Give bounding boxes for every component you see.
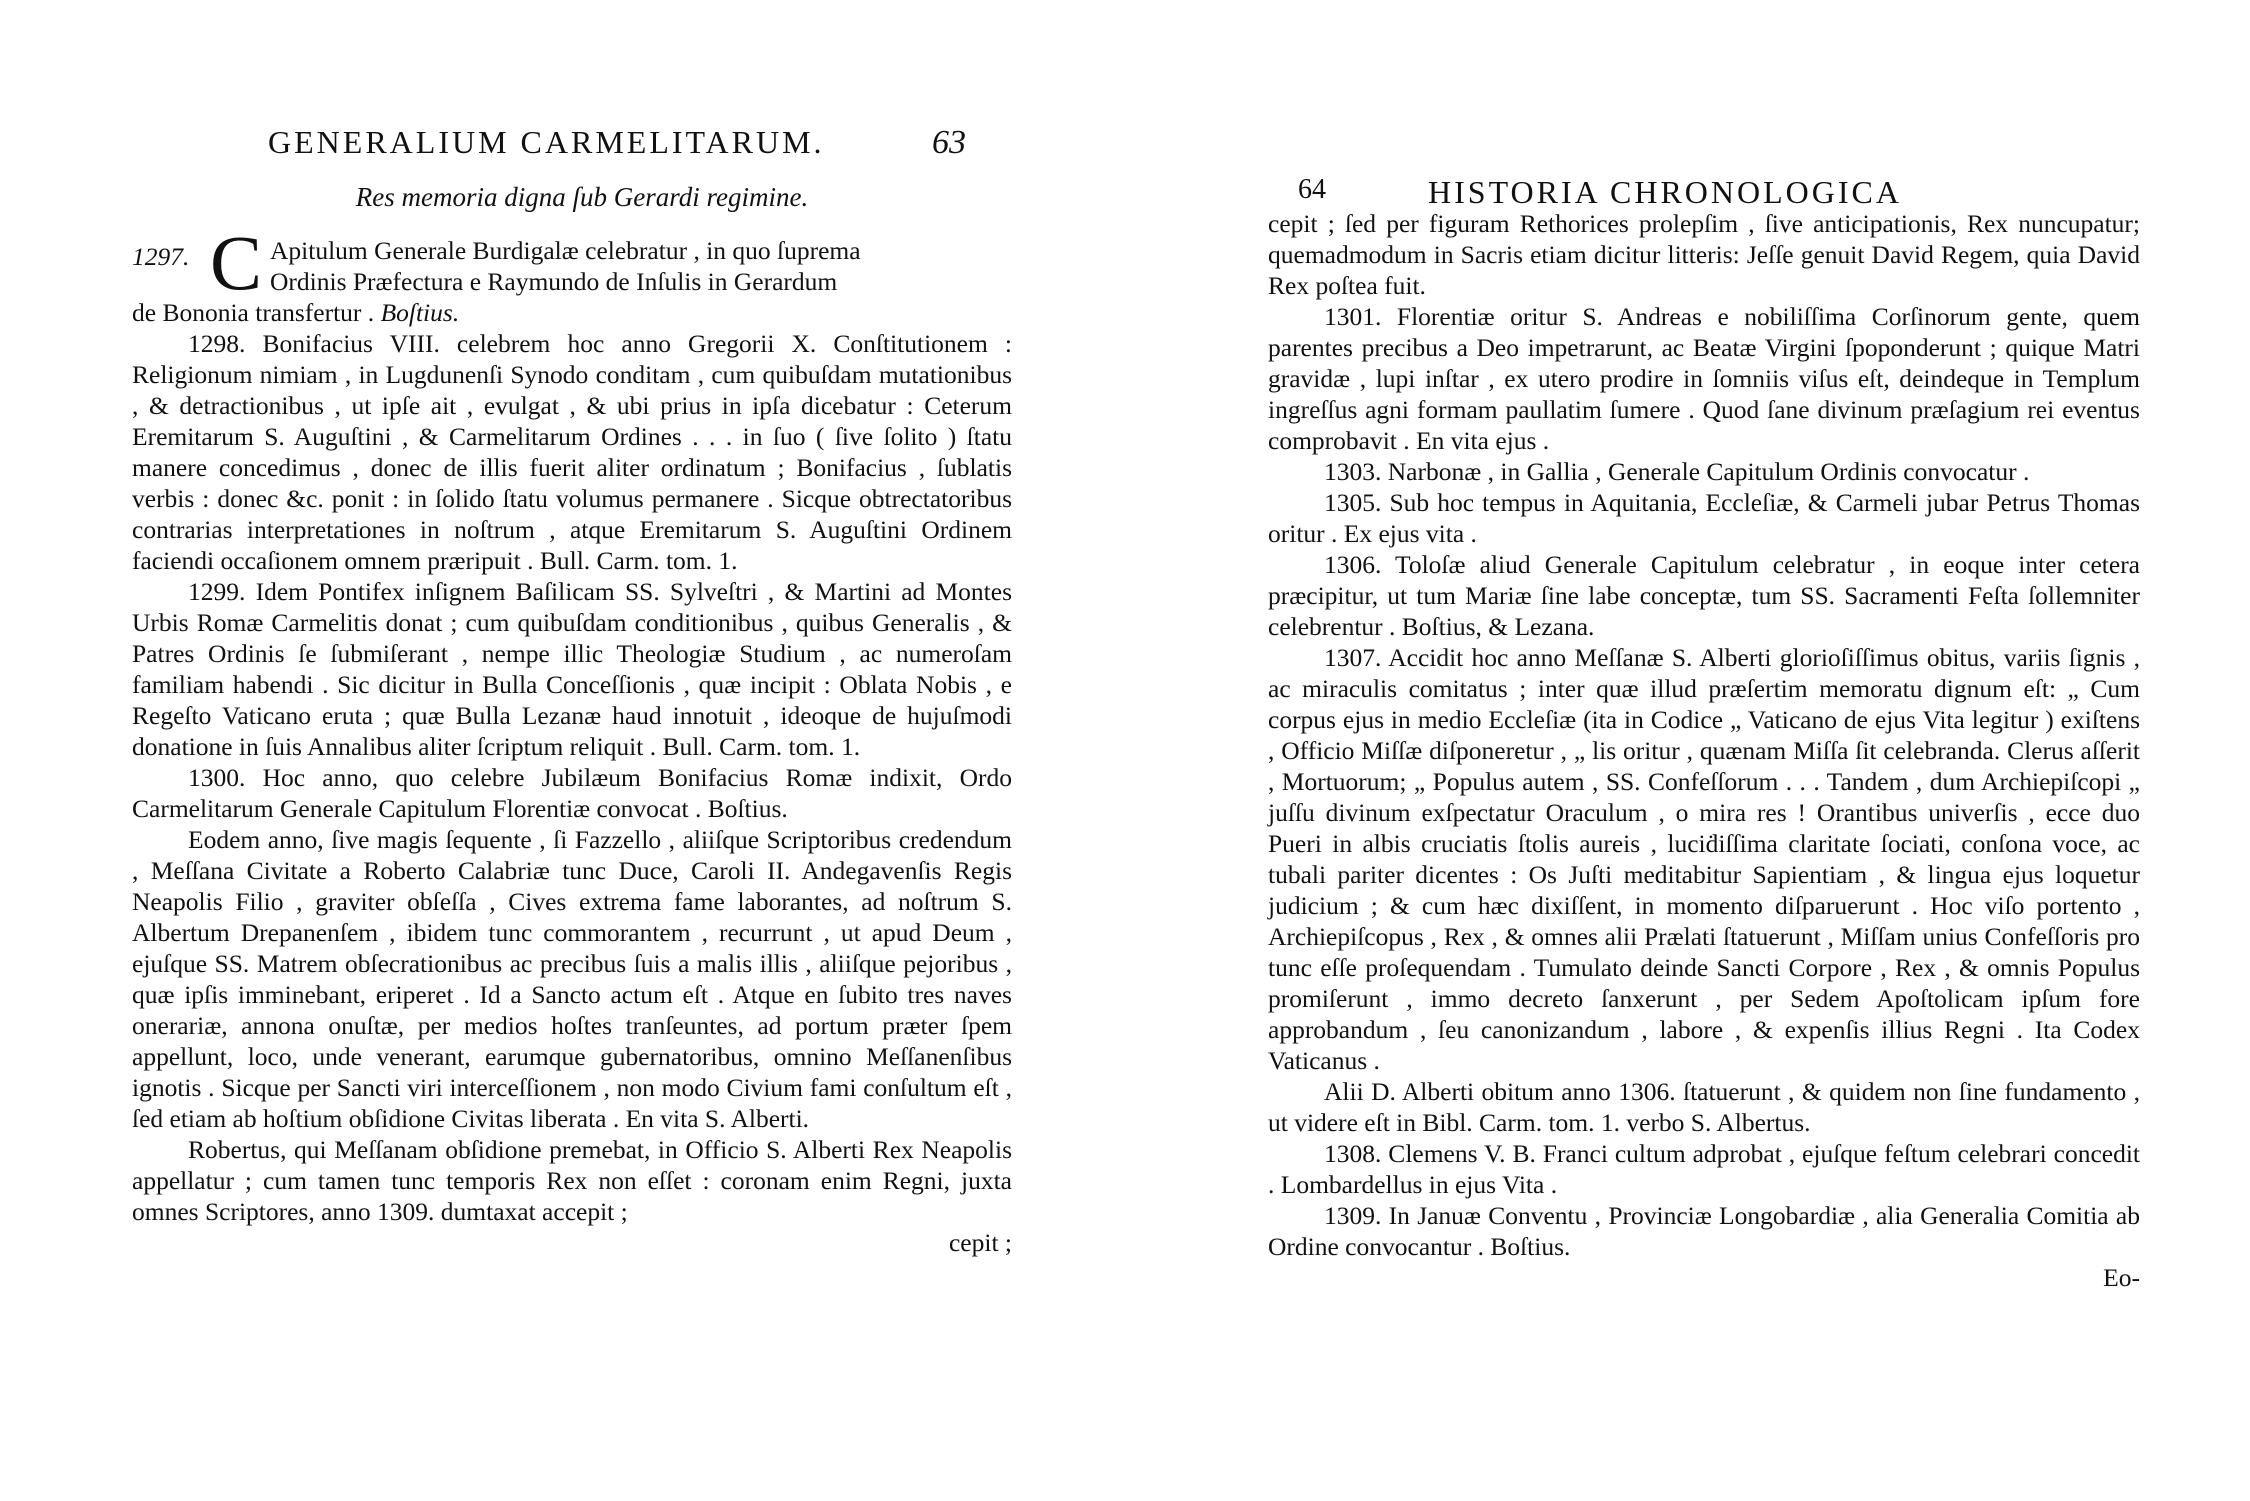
page-number: 63 [932,124,966,161]
paragraph-1299: 1299. Idem Pontifex inſignem Baſilicam SS. Sylveſtri , & Martini ad Montes Urbis Romæ Carmelitis donat ; cum quibuſdam conditionibus , quibus Generalis , & Patres Ordinis ſe ſubmiſerant , nempe illic Theologiæ Studium , ac numeroſam familiam habendi . Sic dicitur in Bulla Conceſſionis , quæ incipit : Oblata Nobis , e Regeſto Vaticano eruta ; quæ Bulla Lezanæ haud innotuit , ideoque de hujuſmodi donatione in ſuis Annalibus aliter ſcriptum reliquit . Bull. Carm. tom. 1. [132,577,1012,761]
catchword: cepit ; [948,1228,1012,1257]
catchword: Eo- [2103,1263,2140,1292]
section-subtitle: Res memoria digna ſub Gerardi regimine. [355,182,809,212]
paragraph-line: Ordinis Præfectura e Raymundo de Inſulis in Gerardum [270,267,838,296]
paragraph-eodem-anno: Eodem anno, ſive magis ſequente , ſi Fazzello , aliiſque Scriptoribus credendum , Meſſana Civitate a Roberto Calabriæ tunc Duce, Caroli II. Andegavenſis Regis Neapolis Filio , graviter obſeſſa , Cives extrema fame laborantes, ad noſtrum S. Albertum Drepanenſem , ibidem tunc commorantem , recurrunt , ut apud Deum , ejuſque SS. Matrem obſecrationibus ac precibus ſuis a malis illis , aliiſque pejoribus , quæ ipſis imminebant, eriperet . Id a Sancto actum eſt . Atque en ſubito tres naves onerariæ, annona onuſtæ, per medios hoſtes tranſeuntes, ad portum præter ſpem appellunt, loco, unde venerant, earumque gubernatoribus, omnino Meſſanenſibus ignotis . Sicque per Sancti viri interceſſionem , non modo Civium fami conſultum eſt , ſed etiam ab hoſtium obſidione Civitas liberata . En vita S. Alberti. [132,825,1012,1133]
drop-cap: C [210,219,263,306]
paragraph-line: Apitulum Generale Burdigalæ celebratur , in quo ſuprema [270,236,861,265]
paragraph-1306: 1306. Toloſæ aliud Generale Capitulum celebratur , in eoque inter cetera præcipitur, ut tum Mariæ ſine labe conceptæ, tum SS. Sacramenti Feſta ſollemniter celebrentur . Boſtius, & Lezana. [1268,550,2140,641]
paragraph-1301: 1301. Florentiæ oritur S. Andreas e nobiliſſima Corſinorum gente, quem parentes precibus a Deo impetrarunt, ac Beatæ Virgini ſpoponderunt ; quique Matri gravidæ , lupi inſtar , ex utero prodire in ſomniis viſus eſt, deindeque in Templum ingreſſus agni formam paullatim ſumere . Quod ſane divinum præſagium rei eventus comprobavit . En vita ejus . [1268,302,2140,455]
left-page [132,0,1012,1258]
source-citation: Boſtius. [380,298,460,327]
running-title: HISTORIA CHRONOLOGICA [1428,174,1902,210]
paragraph-robertus: Robertus, qui Meſſanam obſidione premebat, in Officio S. Alberti Rex Neapolis appellatur ; cum tamen tunc temporis Rex non eſſet : coronam enim Regni, juxta omnes Scriptores, anno 1309. dumtaxat accepit ; [132,1135,1012,1226]
paragraph-1307: 1307. Accidit hoc anno Meſſanæ S. Alberti glorioſiſſimus obitus, variis ſignis , ac miraculis comitatus ; inter quæ illud præſertim memoratu dignum eſt: „ Cum corpus ejus in medio Eccleſiæ (ita in Codice „ Vaticano de ejus Vita legitur ) exiſtens , Officio Miſſæ diſponeretur , „ lis oritur , quænam Miſſa ſit celebranda. Clerus aſſerit , Mortuorum; „ Populus autem , SS. Confeſſorum . . . Tandem , dum Archiepiſcopi „ juſſu divinum exſpectatur Oraculum , o mira res ! Orantibus univerſis , ecce duo Pueri in albis cruciatis ſtolis aureis , luciḋiſſima claritate ſociati, conſona voce, ac tubali pariter dicentes : Os Juſti meditabitur Sapientiam , & lingua ejus loquetur judicium ; & cum hæc dixiſſent, in momento diſparuerunt . Hoc viſo portento , Archiepiſcopus , Rex , & omnes alii Prælati ſtatuerunt , Miſſam unius Confeſſoris pro tunc eſſe proſequendam . Tumulato deinde Sancti Corpore , Rex , & omnis Populus promiſerunt , immo decreto ſanxerunt , per Sedem Apoſtolicam ipſum fore approbandum , ſeu canonizandum , labore , & expenſis illius Regni . Ita Codex Vaticanus . [1268,643,2140,1075]
paragraph-1303: 1303. Narbonæ , in Gallia , Generale Capitulum Ordinis convocatur . [1324,457,2030,486]
paragraph-1298: 1298. Bonifacius VIII. celebrem hoc anno Gregorii X. Conſtitutionem : Religionum nimiam , in Lugdunenſi Synodo conditam , cum quibuſdam mutationibus , & detractionibus , ut ipſe ait , evulgat , & ubi prius in ipſa dicebatur : Ceterum Eremitarum S. Auguſtini , & Carmelitarum Ordines . . . in ſuo ( ſive ſolito ) ſtatu manere concedimus , donec de illis fuerit aliter ordinatum ; Bonifacius , ſublatis verbis : donec &c. ponit : in ſolido ſtatu volumus permanere . Sicque obtrectatoribus contrarias interpretationes in noſtrum , atque Eremitarum S. Auguſtini Ordinem faciendi occaſionem omnem præripuit . Bull. Carm. tom. 1. [132,329,1012,575]
running-title: GENERALIUM CARMELITARUM. [268,124,825,160]
paragraph-alii: Alii D. Alberti obitum anno 1306. ſtatuerunt , & quidem non ſine fundamento , ut videre eſt in Bibl. Carm. tom. 1. verbo S. Albertus. [1268,1077,2140,1137]
paragraph-line: de Bononia transfertur . [132,298,375,327]
right-page [1268,0,2140,1293]
page-number: 64 [1298,174,1326,205]
running-head [132,118,1012,178]
paragraph-1297 [132,219,1012,328]
paragraph-1305: 1305. Sub hoc tempus in Aquitania, Eccleſiæ, & Carmeli jubar Petrus Thomas oritur . Ex ejus vita . [1268,488,2140,548]
running-head [1268,168,2140,208]
year-label: 1297. [132,242,190,271]
paragraph-1300: 1300. Hoc anno, quo celebre Jubilæum Bonifacius Romæ indixit, Ordo Carmelitarum Generale Capitulum Florentiæ convocat . Boſtius. [132,763,1012,823]
paragraph-1308: 1308. Clemens V. B. Franci cultum adprobat , ejuſque feſtum celebrari concedit . Lombardellus in ejus Vita . [1268,1139,2140,1199]
paragraph-opening: cepit ; ſed per figuram Rethorices prolepſim , ſive anticipationis, Rex nuncupatur; quemadmodum in Sacris etiam dicitur litteris: Jeſſe genuit David Regem, quia David Rex poſtea fuit. [1268,209,2140,300]
paragraph-1309: 1309. In Januæ Conventu , Provinciæ Longobardiæ , alia Generalia Comitia ab Ordine convocantur . Boſtius. [1268,1201,2140,1261]
